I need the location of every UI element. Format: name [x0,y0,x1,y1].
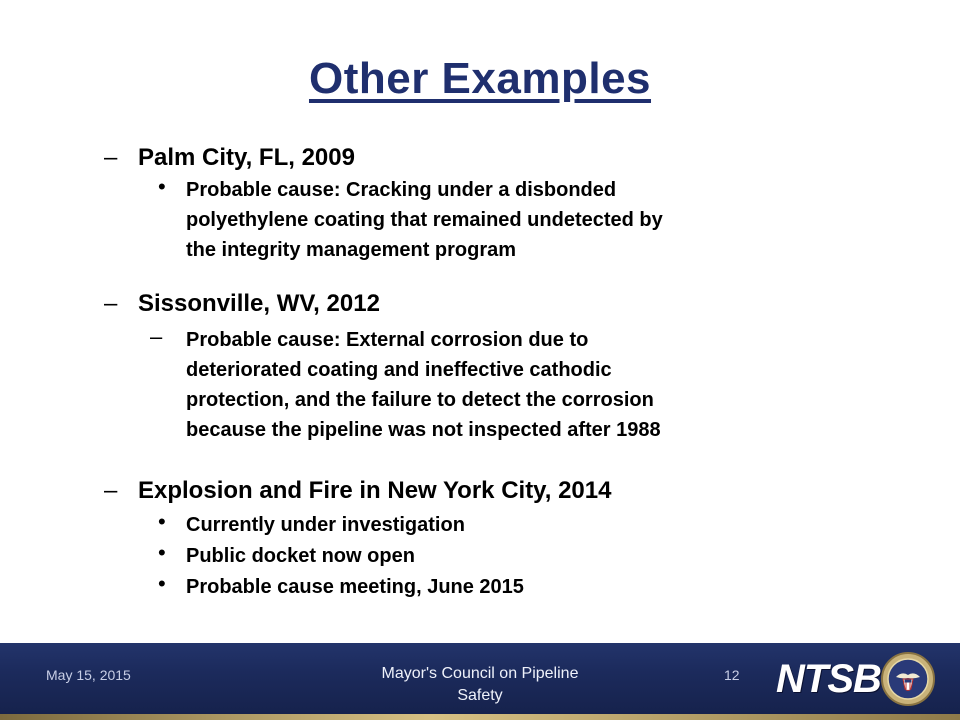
section-heading-nyc: Explosion and Fire in New York City, 2014 [138,477,612,504]
nyc-item: Public docket now open [186,545,415,567]
palm-city-cause [186,175,846,265]
footer-gold-stripe [0,714,960,720]
page-number: 12 [724,667,740,683]
footer-bar [0,643,960,720]
bullet-marker: • [158,174,166,199]
section-marker: – [104,477,118,504]
sissonville-cause-line: Probable cause: External corrosion due to [186,329,589,351]
ntsb-logo: NTSB [776,657,881,701]
section-marker: – [104,290,118,317]
sissonville-cause-line: because the pipeline was not inspected after 1988 [186,419,661,441]
section-heading-sissonville: Sissonville, WV, 2012 [138,290,380,317]
section-heading-palm-city: Palm City, FL, 2009 [138,144,355,171]
sissonville-cause [186,325,846,445]
footer-title-line: Safety [457,687,503,704]
palm-city-cause-line: the integrity management program [186,239,517,261]
dash-marker: – [150,324,163,349]
sissonville-cause-line: protection, and the failure to detect the corrosion [186,389,654,411]
bullet-marker: • [158,509,166,534]
footer-title-line: Mayor's Council on Pipeline [381,665,579,682]
palm-city-cause-line: polyethylene coating that remained undetected by [186,209,663,231]
nyc-item: Currently under investigation [186,514,465,536]
nyc-item: Probable cause meeting, June 2015 [186,576,524,598]
section-marker: – [104,144,118,171]
slide-title: Other Examples [308,54,652,103]
ntsb-seal-icon [880,651,936,707]
footer-date: May 15, 2015 [46,667,131,683]
palm-city-cause-line: Probable cause: Cracking under a disbonded [186,179,617,201]
bullet-marker: • [158,540,166,565]
bullet-marker: • [158,571,166,596]
sissonville-cause-line: deteriorated coating and ineffective cathodic [186,359,612,381]
footer-title [340,663,620,707]
